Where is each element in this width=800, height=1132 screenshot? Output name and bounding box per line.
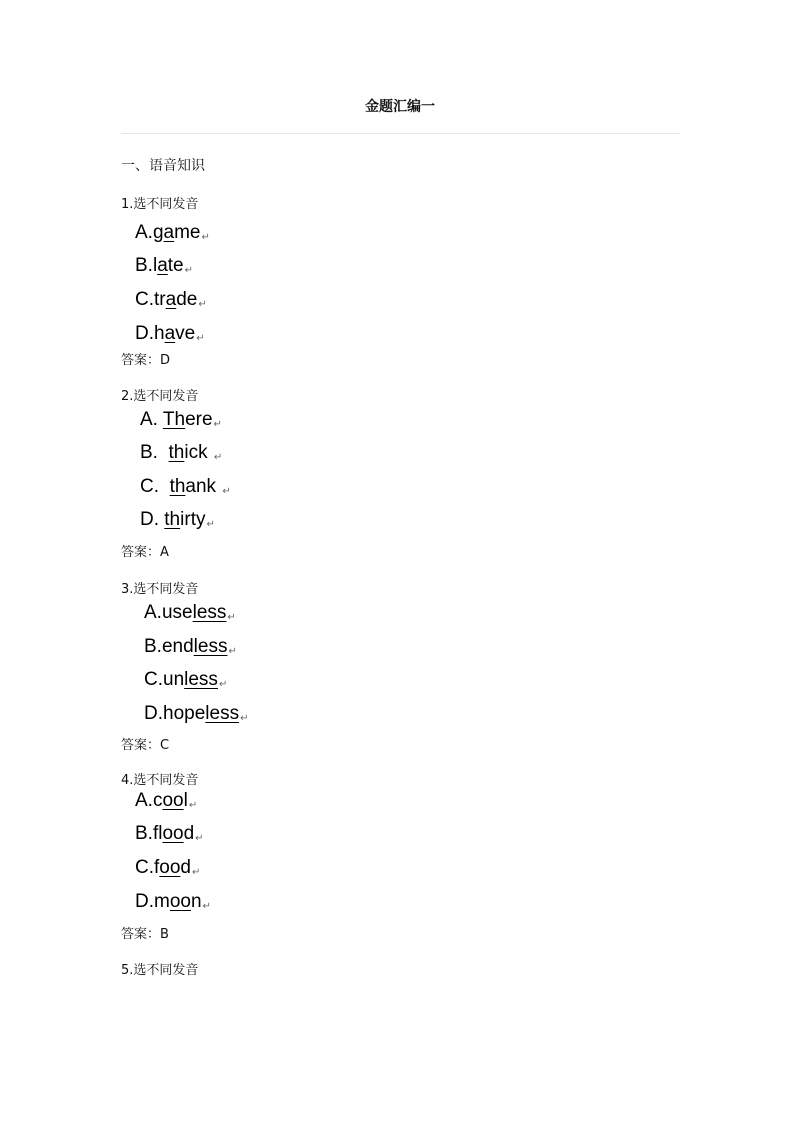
question-4-answer: 答案：B [121,927,169,942]
question-2-option-a: A. There↵ [140,409,222,430]
question-1-option-a: A.game↵ [135,222,210,243]
question-4-prompt: 4.选不同发音 [121,773,199,788]
return-mark-icon: ↵ [206,519,215,530]
question-3-answer: 答案：C [121,738,170,753]
return-mark-icon: ↵ [192,867,201,878]
return-mark-icon: ↵ [198,299,207,310]
return-mark-icon: ↵ [213,452,223,463]
question-1-option-c: C.trade↵ [135,289,207,310]
return-mark-icon: ↵ [222,486,231,497]
question-1-answer: 答案：D [121,353,171,368]
question-3-option-c: C.unless↵ [144,669,228,690]
return-mark-icon: ↵ [201,232,210,243]
return-mark-icon: ↵ [184,265,194,276]
section-heading: 一、语音知识 [121,158,205,174]
return-mark-icon: ↵ [228,646,237,657]
return-mark-icon: ↵ [218,679,228,690]
question-1-option-b: B.late↵ [135,255,194,276]
question-2-prompt: 2.选不同发音 [121,389,199,404]
question-2-option-c: C. thank ↵ [140,476,231,497]
question-3-option-a: A.useless↵ [144,602,236,623]
question-3-prompt: 3.选不同发音 [121,582,199,597]
question-3-option-d: D.hopeless↵ [144,703,249,724]
question-2-answer: 答案：A [121,545,169,560]
page-title: 金题汇编一 [365,99,435,115]
return-mark-icon: ↵ [195,833,204,844]
return-mark-icon: ↵ [227,612,236,623]
title-divider [121,133,680,134]
question-4-option-c: C.food↵ [135,857,201,878]
question-5-prompt: 5.选不同发音 [121,963,199,978]
return-mark-icon: ↵ [188,800,198,811]
question-4-option-d: D.moon↵ [135,891,211,912]
question-3-option-b: B.endless↵ [144,636,237,657]
return-mark-icon: ↵ [240,713,249,724]
question-2-option-b: B. thick ↵ [140,442,223,463]
question-1-option-d: D.have↵ [135,323,205,344]
question-4-option-b: B.flood↵ [135,823,204,844]
return-mark-icon: ↵ [213,419,222,430]
return-mark-icon: ↵ [202,901,211,912]
question-4-option-a: A.cool↵ [135,790,198,811]
return-mark-icon: ↵ [196,333,205,344]
question-1-prompt: 1.选不同发音 [121,197,199,212]
question-2-option-d: D. thirty↵ [140,509,215,530]
